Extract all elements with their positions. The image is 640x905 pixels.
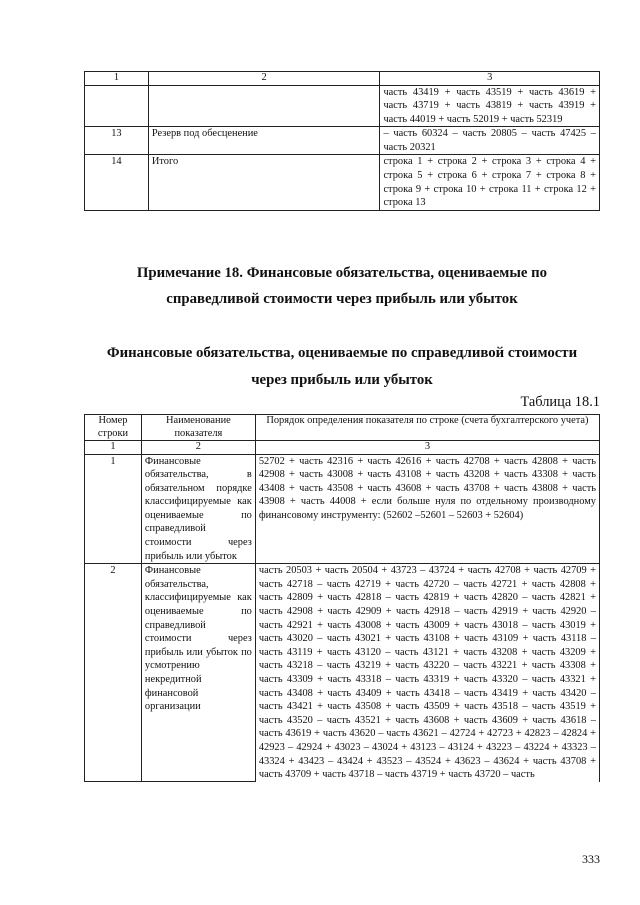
header-indicator-name: Наименование показателя xyxy=(141,415,255,441)
row-number: 1 xyxy=(85,454,142,564)
column-number: 2 xyxy=(141,441,255,455)
row-formula: – часть 60324 – часть 20805 – часть 47425 – часть 20321 xyxy=(380,127,600,155)
row-number: 2 xyxy=(85,564,142,782)
row-formula: строка 1 + строка 2 + строка 3 + строка 4 + строка 5 + строка 6 + строка 7 + строка 8 + строка 9 + строка 10 + строка 11 + строка 12 + строка 13 xyxy=(380,155,600,210)
row-name xyxy=(148,85,380,127)
table-row xyxy=(85,127,600,155)
column-number: 2 xyxy=(148,72,380,86)
column-number: 3 xyxy=(255,441,599,455)
table-row xyxy=(85,564,600,782)
main-table xyxy=(84,414,600,782)
row-formula: 52702 + часть 42316 + часть 42616 + часть 42708 + часть 42808 + часть 42908 + часть 43008 + часть 43108 + часть 43208 + часть 43308 + часть 43408 + часть 43508 + часть 43608 + часть 43708 + часть 43808 + часть 43908 + часть 44008 + если больше нуля по отдельному производному финансовому инструменту: (52602 –52601 – 52603 + 52604) xyxy=(255,454,599,564)
row-number: 14 xyxy=(85,155,149,210)
row-name: Итого xyxy=(148,155,380,210)
note-heading: Примечание 18. Финансовые обязательства, оцениваемые по xyxy=(136,265,548,281)
column-number-row xyxy=(85,441,600,455)
header-formula: Порядок определения показателя по строке (счета бухгалтерского учета) xyxy=(255,415,599,441)
note-heading-continued: справедливой стоимости через прибыль или убыток xyxy=(166,291,518,307)
section-heading-continued: через прибыль или убыток xyxy=(251,372,433,388)
row-number: 13 xyxy=(85,127,149,155)
table-row xyxy=(85,155,600,210)
table-row xyxy=(85,454,600,564)
column-number: 1 xyxy=(85,441,142,455)
column-number: 3 xyxy=(380,72,600,86)
row-name: Резерв под обесценение xyxy=(148,127,380,155)
header-row-number: Номер строки xyxy=(85,415,142,441)
row-formula: часть 43419 + часть 43519 + часть 43619 + часть 43719 + часть 43819 + часть 43919 + часть 44019 + часть 52019 + часть 52319 xyxy=(380,85,600,127)
column-number: 1 xyxy=(85,72,149,86)
column-number-row xyxy=(85,72,600,86)
section-heading: Финансовые обязательства, оцениваемые по справедливой стоимости xyxy=(106,345,578,361)
row-name: Финансовые обязательства, классифицируемые как оцениваемые по справедливой стоимости через прибыль или убыток по усмотрению некредитной финансовой организации xyxy=(141,564,255,782)
row-number xyxy=(85,85,149,127)
header-row xyxy=(85,415,600,441)
row-formula: часть 20503 + часть 20504 + 43723 – 43724 + часть 42708 + часть 42709 + часть 42718 – часть 42719 + часть 42720 – часть 42721 + часть 42808 + часть 42809 + часть 42818 – часть 42819 + часть 42820 – часть 42821 + часть 42908 + часть 42909 + часть 42918 – часть 42919 + часть 42920 – часть 42921 + часть 43008 + часть 43009 + часть 43018 – часть 43019 + часть 43020 – часть 43021 + часть 43108 + часть 43109 + часть 43118 – часть 43119 + часть 43120 – часть 43121 + часть 43208 + часть 43209 + часть 43218 – часть 43219 + часть 43220 – часть 43221 + часть 43308 + часть 43309 + часть 43318 – часть 43319 + часть 43320 – часть 43321 + часть 43408 + часть 43409 + часть 43418 – часть 43419 + часть 43420 – часть 43421 + часть 43508 + часть 43509 + часть 43518 – часть 43519 + часть 43520 – часть 43521 + часть 43608 + часть 43609 + часть 43618 – часть 43619 + часть 43620 – часть 43621 – 42724 + 42723 + 42823 – 42824 + 42923 – 42924 + 43023 – 43024 + 43123 – 43124 + 43223 – 43224 + 43323 – 43324 + 43423 – 43424 + 43523 – 43524 + 43623 – 43624 + часть 43708 + часть 43709 + часть 43718 – часть 43719 + часть 43720 – часть xyxy=(255,564,599,782)
table-caption: Таблица 18.1 xyxy=(520,394,600,410)
page-number: 333 xyxy=(582,852,600,866)
row-name: Финансовые обязательства, в обязательном порядке классифицируемые как оцениваемые по справедливой стоимости через прибыль или убыток xyxy=(141,454,255,564)
continued-table xyxy=(84,71,600,211)
table-row xyxy=(85,85,600,127)
